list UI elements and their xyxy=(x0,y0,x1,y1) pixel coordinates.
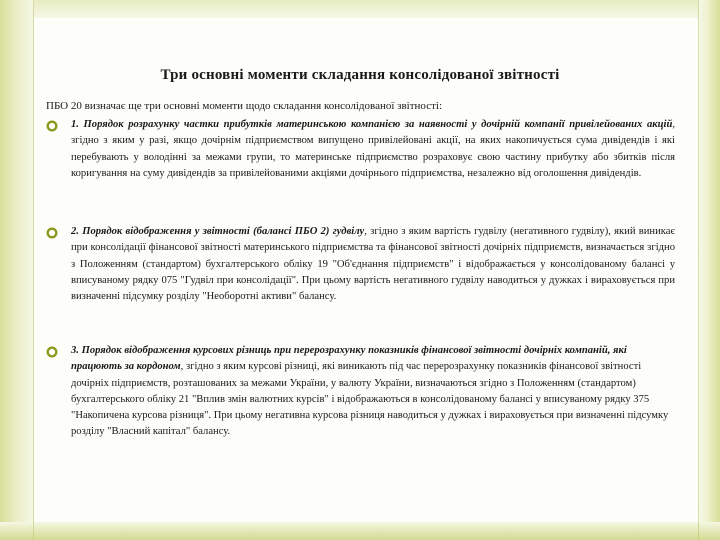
item-text xyxy=(71,224,675,305)
frame-top xyxy=(0,0,720,18)
item-lead: 2. Порядок відображення у звітності (балансі ПБО 2) гудвілу xyxy=(71,226,365,237)
ring-bullet-icon xyxy=(46,120,58,132)
item-body: , згідно з яким у разі, якщо дочірнім підприємством випущено привілейовані акції, на яких накопичується сума дивідендів і які перебувають у володінні за межами групи, то материнське підприємство розраховує свою частину прибутку або збитків після коригування на суму дивідендів за привілейованими акціями дочірнього підприємства, незалежно від оголошення дивідендів. xyxy=(71,119,675,179)
frame-left xyxy=(0,0,34,540)
frame-rule-left xyxy=(33,0,34,540)
item-text xyxy=(71,343,675,441)
item-body: , згідно з яким курсові різниці, які виникають під час перерозрахунку показників фінансової звітності дочірніх підприємств, розташованих за межами України, у валюту України, визначаються згідно з Положенням (стандартом) бухгалтерського обліку 21 "Вплив змін валютних курсів" і відображаються в консолідованому балансі у вписуваному рядку 375 "Накопичена курсова різниця". При цьому негативна курсова різниця наводиться у дужках і вираховується при визначенні підсумку розділу "Власний капітал" балансу. xyxy=(71,361,669,438)
item-text xyxy=(71,117,675,182)
frame-rule-right xyxy=(698,0,699,540)
item-lead: 1. Порядок розрахунку частки прибутків материнською компанією за наявності у дочірній компанії привілейованих акцій xyxy=(71,119,673,130)
slide-title: Три основні моменти складання консолідованої звітності xyxy=(160,67,560,83)
frame-right xyxy=(698,0,720,540)
item-body: , згідно з яким вартість гудвілу (негативного гудвілу), який виникає при консолідації фінансової звітності материнського підприємства та фінансової звітності дочірніх підприємств, визначається згідно з Положенням (стандартом) бухгалтерського обліку 19 "Об'єднання підприємств" і відображається у консолідованому балансі у вписуваному рядку 075 "Гудвіл при консолідації". При цьому вартість негативного гудвілу наводиться у дужках і вираховується при визначенні підсумку розділу "Необоротні активи" балансу. xyxy=(71,226,676,303)
intro-text: ПБО 20 визначає ще три основні моменти щодо складання консолідованої звітності: xyxy=(46,100,443,112)
ring-bullet-icon xyxy=(46,346,58,358)
item-lead: 3. Порядок відображення курсових різниць при перерозрахунку показників фінансової звітності дочірніх компаній, які працюють за кордоном xyxy=(71,345,627,373)
ring-bullet-icon xyxy=(46,227,58,239)
frame-bottom xyxy=(0,522,720,540)
